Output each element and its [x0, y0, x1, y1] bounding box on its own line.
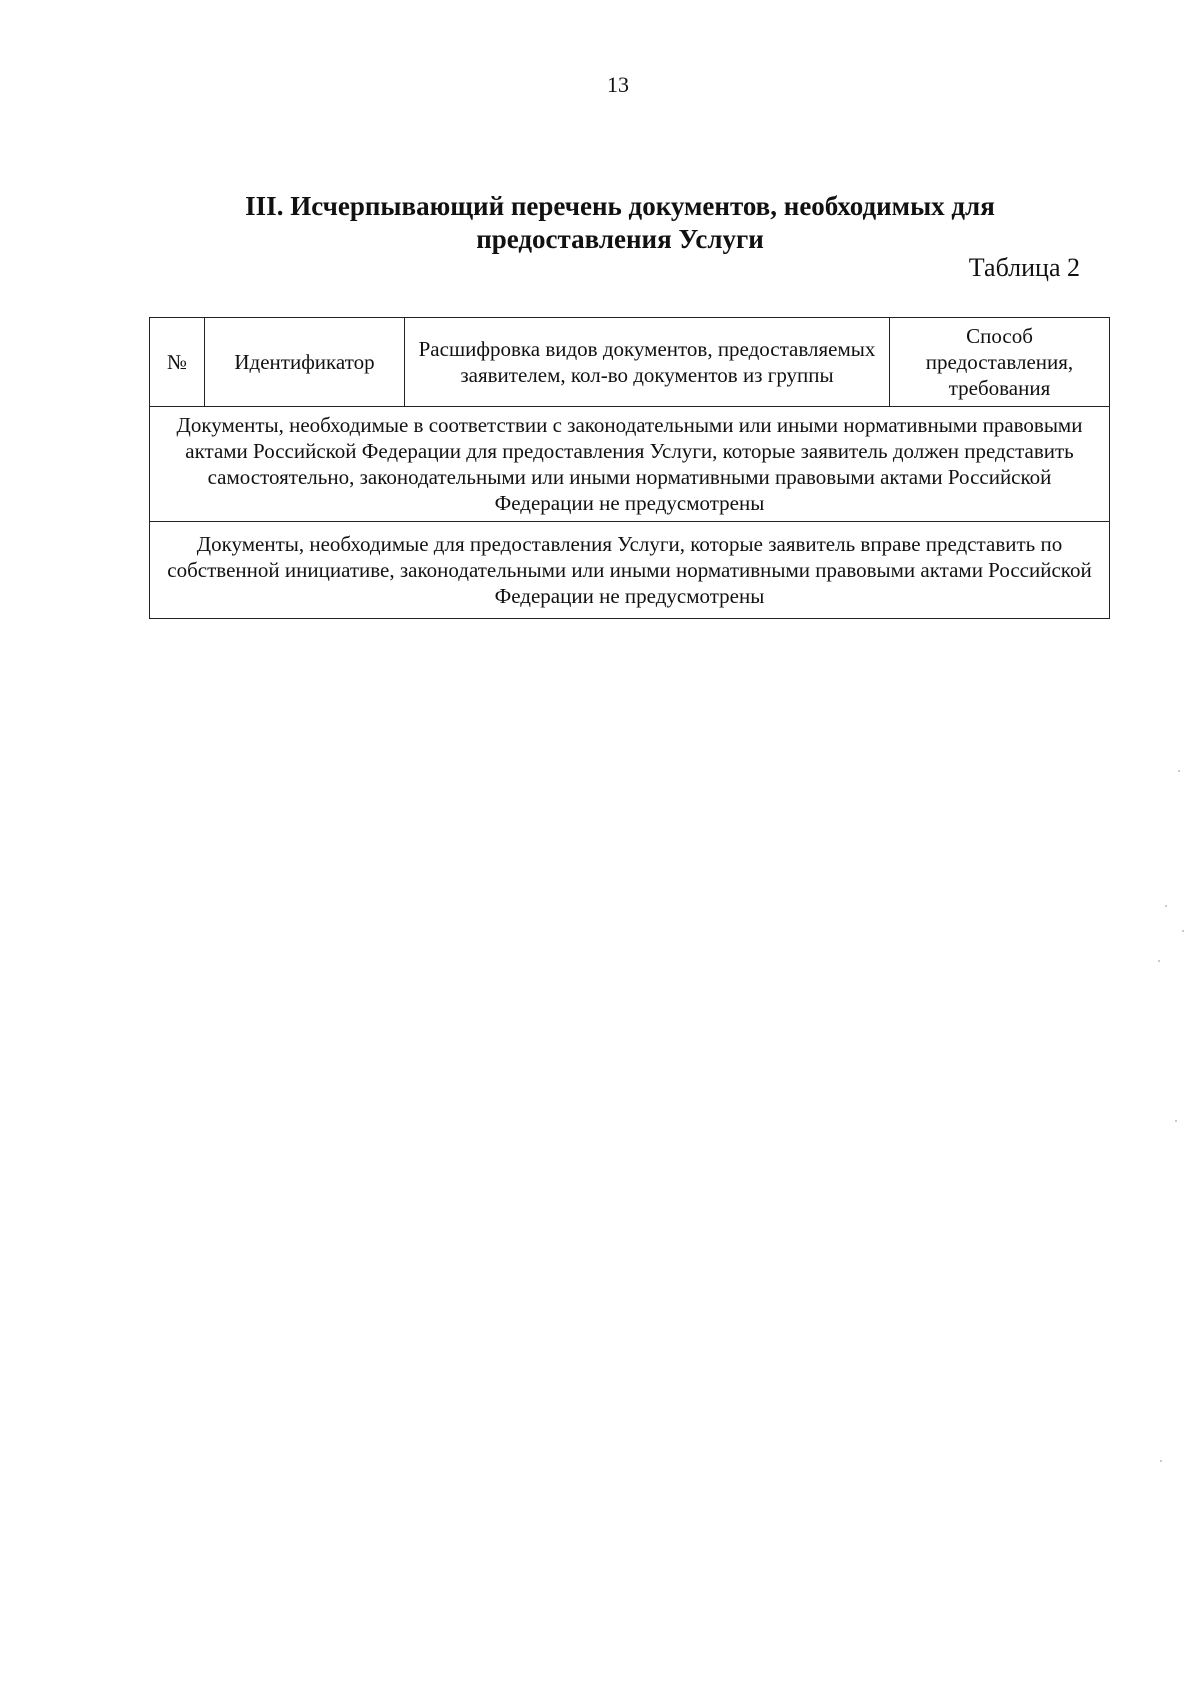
table-header-row [150, 318, 1110, 407]
scan-speck [1165, 905, 1167, 907]
documents-table [149, 317, 1110, 619]
table-row [150, 522, 1110, 619]
group-heading-optional-documents: Документы, необходимые для предоставления Услуги, которые заявитель вправе представить по собственной инициативе, законодательными или иными нормативными правовыми актами Российской Федерации не предусмотрены [150, 522, 1110, 619]
column-header-identifier: Идентификатор [205, 318, 405, 407]
scan-speck [1160, 1460, 1162, 1462]
scan-speck [1182, 930, 1184, 932]
column-header-description: Расшифровка видов документов, предоставляемых заявителем, кол-во документов из группы [405, 318, 890, 407]
page-number: 13 [607, 72, 629, 97]
scan-speck [1178, 770, 1180, 772]
section-title: III. Исчерпывающий перечень документов, необходимых для предоставления Услуги [245, 191, 995, 254]
table-row [150, 407, 1110, 522]
group-heading-required-documents: Документы, необходимые в соответствии с законодательными или иными нормативными правовыми актами Российской Федерации для предоставления Услуги, которые заявитель должен представить самостоятельно, законодательными или иными нормативными правовыми актами Российской Федерации не предусмотрены [150, 407, 1110, 522]
scan-speck [1175, 1120, 1177, 1122]
table-label: Таблица 2 [968, 253, 1080, 282]
scan-speck [1158, 960, 1160, 962]
column-header-number: № [150, 318, 205, 407]
column-header-method: Способ предоставления, требования [890, 318, 1110, 407]
